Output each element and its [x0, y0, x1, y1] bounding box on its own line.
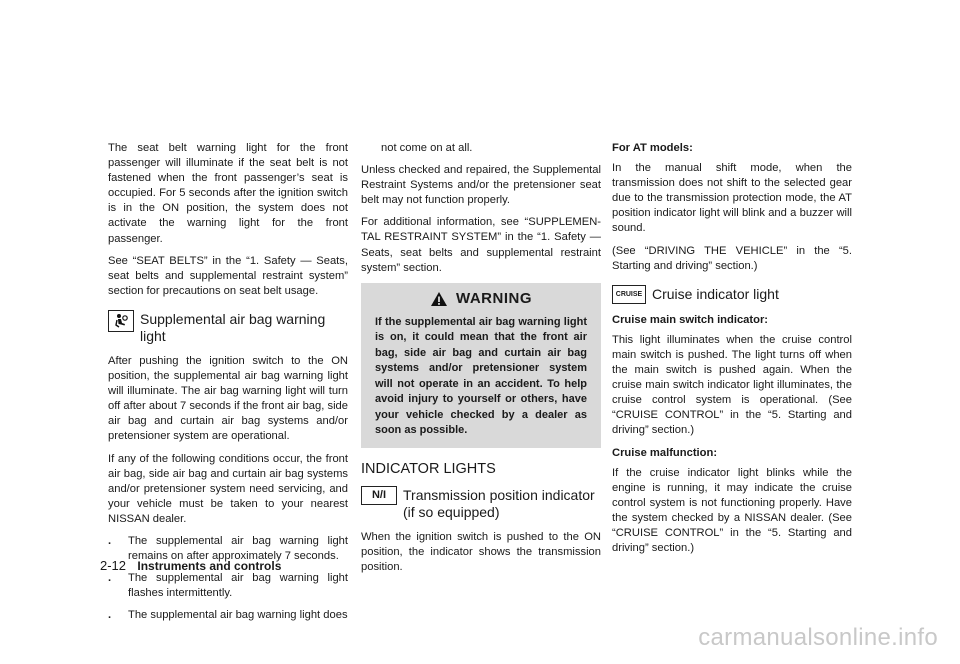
- subheading: For AT models:: [612, 142, 693, 154]
- section-title: INDICATOR LIGHTS: [361, 460, 496, 477]
- paragraph: When the ignition switch is pushed to the ON position, the indicator shows the transmission position.: [361, 530, 601, 574]
- heading-text: Cruise indicator light: [652, 285, 779, 302]
- warning-box: [361, 283, 601, 448]
- paragraph: See “SEAT BELTS” in the “1. Safety — Seats, seat belts and supplemental restraint system” section for precautions on seat belt usage.: [108, 254, 348, 297]
- bullet-icon: .: [108, 609, 112, 622]
- paragraph: If the cruise indicator light blinks while the engine is running, it may indicate the cruise control system is not functioning properly. Have the system checked by a NISSAN dealer. (See “CRUISE CONTROL” in the “5. Starting and driving” section.): [612, 466, 852, 555]
- paragraph: If any of the following conditions occur, the front air bag, side air bag and curtain air bag systems and/or pretensioner system need servicing, and your vehicle must be taken to your nearest NISSAN dealer.: [108, 452, 348, 525]
- warning-title: WARNING: [456, 290, 532, 308]
- page-number: 2-12: [100, 558, 127, 573]
- list-item: . The supplemental air bag warning light does: [108, 608, 348, 623]
- transmission-heading: [361, 487, 601, 521]
- cruise-heading: [612, 286, 852, 304]
- heading-text-2: (if so equipped): [403, 503, 500, 520]
- watermark: carmanualsonline.info: [698, 624, 938, 651]
- paragraph: The seat belt warning light for the front passenger will illuminate if the seat belt is not fastened when the front passenger’s seat is occupied. For 5 seconds after the ignition switch is in the ON position, the system does not activate the warning light for the front passenger.: [108, 142, 348, 245]
- page-footer: [100, 558, 281, 573]
- warning-triangle-icon: [430, 291, 448, 307]
- paragraph-continued: not come on at all.: [381, 142, 473, 154]
- paragraph: (See “DRIVING THE VEHICLE” in the “5. Starting and driving” section.): [612, 244, 852, 272]
- paragraph: In the manual shift mode, when the transmission does not shift to the selected gear due to the transmission protection mode, the AT position indicator light will blink and a buzzer will sound.: [612, 162, 852, 235]
- bullet-icon: .: [108, 572, 112, 585]
- list-item: . The supplemental air bag warning light flashes intermittently.: [108, 571, 348, 601]
- warning-header: [375, 291, 587, 307]
- transmission-position-icon: N/I: [361, 486, 397, 505]
- paragraph: For additional information, see “SUPPLEMEN-TAL RESTRAINT SYSTEM” in the “1. Safety — Seats, seat belts and supplemental restraint system” section.: [361, 216, 601, 274]
- section-name: Instruments and controls: [137, 559, 282, 573]
- column-3: [612, 141, 852, 563]
- cruise-icon: CRUISE: [612, 285, 646, 304]
- paragraph: Unless checked and repaired, the Supplemental Restraint Systems and/or the pretensioner seat belt may not function properly.: [361, 164, 601, 207]
- heading-text: Transmission position indicator: [403, 486, 595, 503]
- paragraph: After pushing the ignition switch to the ON position, the supplemental air bag warning light will illuminate. The air bag warning light will turn off after about 7 seconds if the front air bag, side air bag and curtain air bag systems and/or pretensioner system are operational.: [108, 354, 348, 443]
- heading-text: Supplemental air bag warning light: [140, 310, 326, 344]
- bullet-icon: .: [108, 534, 112, 547]
- list-item: . The supplemental air bag warning light remains on after approximately 7 seconds.: [108, 534, 348, 564]
- column-2: [361, 141, 601, 582]
- airbag-heading: [108, 311, 348, 345]
- subheading: Cruise main switch indicator:: [612, 313, 769, 326]
- warning-text: If the supplemental air bag warning light is on, it could mean that the front air bag, side air bag and curtain air bag systems and/or pretensioner system will not operate in an accident. To help avoid injury to yourself or others, have your vehicle checked by a dealer as soon as possible.: [375, 315, 587, 437]
- subheading: Cruise malfunction:: [612, 446, 718, 459]
- paragraph: This light illuminates when the cruise control main switch is pushed. The light turns off when the main switch is pushed again. When the cruise main switch indicator light illuminates, the cruise control system is operational. (See “CRUISE CONTROL” in the “5. Starting and driving” section.): [612, 333, 852, 437]
- airbag-warning-icon: [108, 310, 134, 332]
